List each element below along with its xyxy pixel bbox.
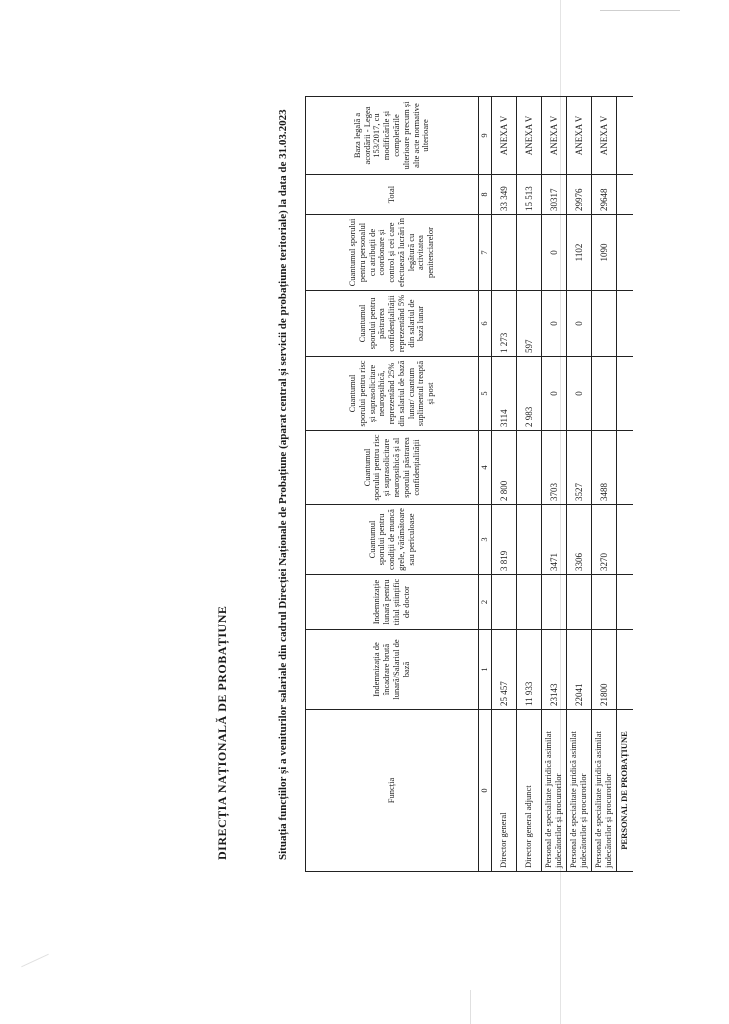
cell-function: Personal de specialitate juridică asimilat judecătorilor și procurorilor xyxy=(542,710,567,872)
column-number: 1 xyxy=(479,630,492,710)
cell-doctor-allowance xyxy=(592,575,617,630)
empty-cell xyxy=(617,630,634,710)
header-legal-basis: Baza legală a acordării - Legea 153/2017, cu modificările și completările ulterioare precum și alte acte normative ulterioare xyxy=(306,97,479,175)
table-row xyxy=(592,97,617,872)
cell-doctor-allowance xyxy=(517,575,542,630)
cell-coordination: 1090 xyxy=(592,215,617,291)
header-risk-overload: Cuantumul sporului pentru risc și suprasolicitare neuropsihică și al sporului păstrarea confidențialității xyxy=(306,431,479,505)
cell-risk-overload: 3527 xyxy=(567,431,592,505)
empty-cell xyxy=(617,291,634,357)
header-risk-25: Cuantumul sporului pentru risc și suprasolicitare neuropsihică, reprezentând 25% din salariul de bază lunar/ cuantum suplimentul treaptă și post xyxy=(306,357,479,431)
scan-artifact-line xyxy=(21,954,49,968)
cell-base-salary: 11 933 xyxy=(517,630,542,710)
cell-base-salary: 22041 xyxy=(567,630,592,710)
cell-risk-25: 0 xyxy=(542,357,567,431)
cell-risk-25: 2 983 xyxy=(517,357,542,431)
cell-risk-overload: 3488 xyxy=(592,431,617,505)
column-number: 5 xyxy=(479,357,492,431)
cell-legal-basis: ANEXA V xyxy=(542,97,567,175)
rotated-document-page xyxy=(215,101,630,872)
empty-cell xyxy=(617,575,634,630)
column-number-row xyxy=(479,97,492,872)
cell-risk-25: 0 xyxy=(567,357,592,431)
cell-coordination xyxy=(492,215,517,291)
cell-doctor-allowance xyxy=(567,575,592,630)
table-row xyxy=(567,97,592,872)
empty-cell xyxy=(617,175,634,215)
cell-total: 15 513 xyxy=(517,175,542,215)
cell-doctor-allowance xyxy=(542,575,567,630)
cell-confidentiality: 1 273 xyxy=(492,291,517,357)
cell-function: Personal de specialitate juridică asimilat judecătorilor și procurorilor xyxy=(567,710,592,872)
cell-base-salary: 23143 xyxy=(542,630,567,710)
cell-function: Director general adjunct xyxy=(517,710,542,872)
header-coordination: Cuantumul sporului pentru personalul cu atribuții de coordonare și control și cei care efectuează lucrări în legătură cu activitatea penitenciarelor xyxy=(306,215,479,291)
cell-confidentiality xyxy=(592,291,617,357)
cell-base-salary: 25 457 xyxy=(492,630,517,710)
cell-legal-basis: ANEXA V xyxy=(492,97,517,175)
column-number: 4 xyxy=(479,431,492,505)
empty-cell xyxy=(617,97,634,175)
organization-title: DIRECȚIA NAȚIONALĂ DE PROBAȚIUNE xyxy=(215,605,229,860)
header-total: Total xyxy=(306,175,479,215)
cell-risk-25: 3114 xyxy=(492,357,517,431)
cell-total: 33 349 xyxy=(492,175,517,215)
table-row xyxy=(517,97,542,872)
cell-coordination: 1102 xyxy=(567,215,592,291)
cell-work-conditions: 3471 xyxy=(542,505,567,575)
column-number: 7 xyxy=(479,215,492,291)
table-row xyxy=(492,97,517,872)
cell-legal-basis: ANEXA V xyxy=(567,97,592,175)
header-base-salary: Indemnizația de încadrare brută lunară/Salariul de bază xyxy=(306,630,479,710)
empty-cell xyxy=(617,357,634,431)
cell-work-conditions: 3 819 xyxy=(492,505,517,575)
cell-base-salary: 21800 xyxy=(592,630,617,710)
section-label-row xyxy=(617,97,634,872)
document-subtitle: Situația funcțiilor și a veniturilor salariale din cadrul Direcției Naționale de Probațiune (aparat central și servicii de probațiune teritoriale) la data de 31.03.2023 xyxy=(277,109,289,860)
cell-total: 29976 xyxy=(567,175,592,215)
cell-coordination: 0 xyxy=(542,215,567,291)
cell-confidentiality: 0 xyxy=(542,291,567,357)
table-header-row xyxy=(306,97,479,872)
column-number: 2 xyxy=(479,575,492,630)
header-confidentiality: Cuantumul sporului pentru păstrarea confidențialității reprezentând 5% din salariul de bază lunar xyxy=(306,291,479,357)
cell-legal-basis: ANEXA V xyxy=(592,97,617,175)
empty-cell xyxy=(617,431,634,505)
empty-cell xyxy=(617,505,634,575)
cell-work-conditions: 3306 xyxy=(567,505,592,575)
empty-cell xyxy=(617,215,634,291)
column-number: 9 xyxy=(479,97,492,175)
cell-total: 30317 xyxy=(542,175,567,215)
cell-risk-overload: 3703 xyxy=(542,431,567,505)
column-number: 0 xyxy=(479,710,492,872)
cell-legal-basis: ANEXA V xyxy=(517,97,542,175)
column-number: 8 xyxy=(479,175,492,215)
header-doctor-allowance: Indemnizație lunară pentru titlul științific de doctor xyxy=(306,575,479,630)
cell-doctor-allowance xyxy=(492,575,517,630)
cell-risk-overload xyxy=(517,431,542,505)
cell-risk-overload: 2 800 xyxy=(492,431,517,505)
cell-work-conditions: 3270 xyxy=(592,505,617,575)
cell-risk-25 xyxy=(592,357,617,431)
cell-work-conditions xyxy=(517,505,542,575)
cell-coordination xyxy=(517,215,542,291)
scan-artifact-line xyxy=(470,990,471,1024)
scan-artifact-line xyxy=(600,10,680,11)
cell-function: Director general xyxy=(492,710,517,872)
column-number: 6 xyxy=(479,291,492,357)
header-work-conditions: Cuantumul sporului pentru condiții de muncă grele, vătămătoare sau periculoase xyxy=(306,505,479,575)
cell-total: 29648 xyxy=(592,175,617,215)
column-number: 3 xyxy=(479,505,492,575)
salary-table xyxy=(305,96,633,872)
cell-function: Personal de specialitate juridică asimilat judecătorilor și procurorilor xyxy=(592,710,617,872)
cell-confidentiality: 0 xyxy=(567,291,592,357)
section-label: PERSONAL DE PROBAȚIUNE xyxy=(617,710,634,872)
table-row xyxy=(542,97,567,872)
header-function: Funcția xyxy=(306,710,479,872)
cell-confidentiality: 597 xyxy=(517,291,542,357)
